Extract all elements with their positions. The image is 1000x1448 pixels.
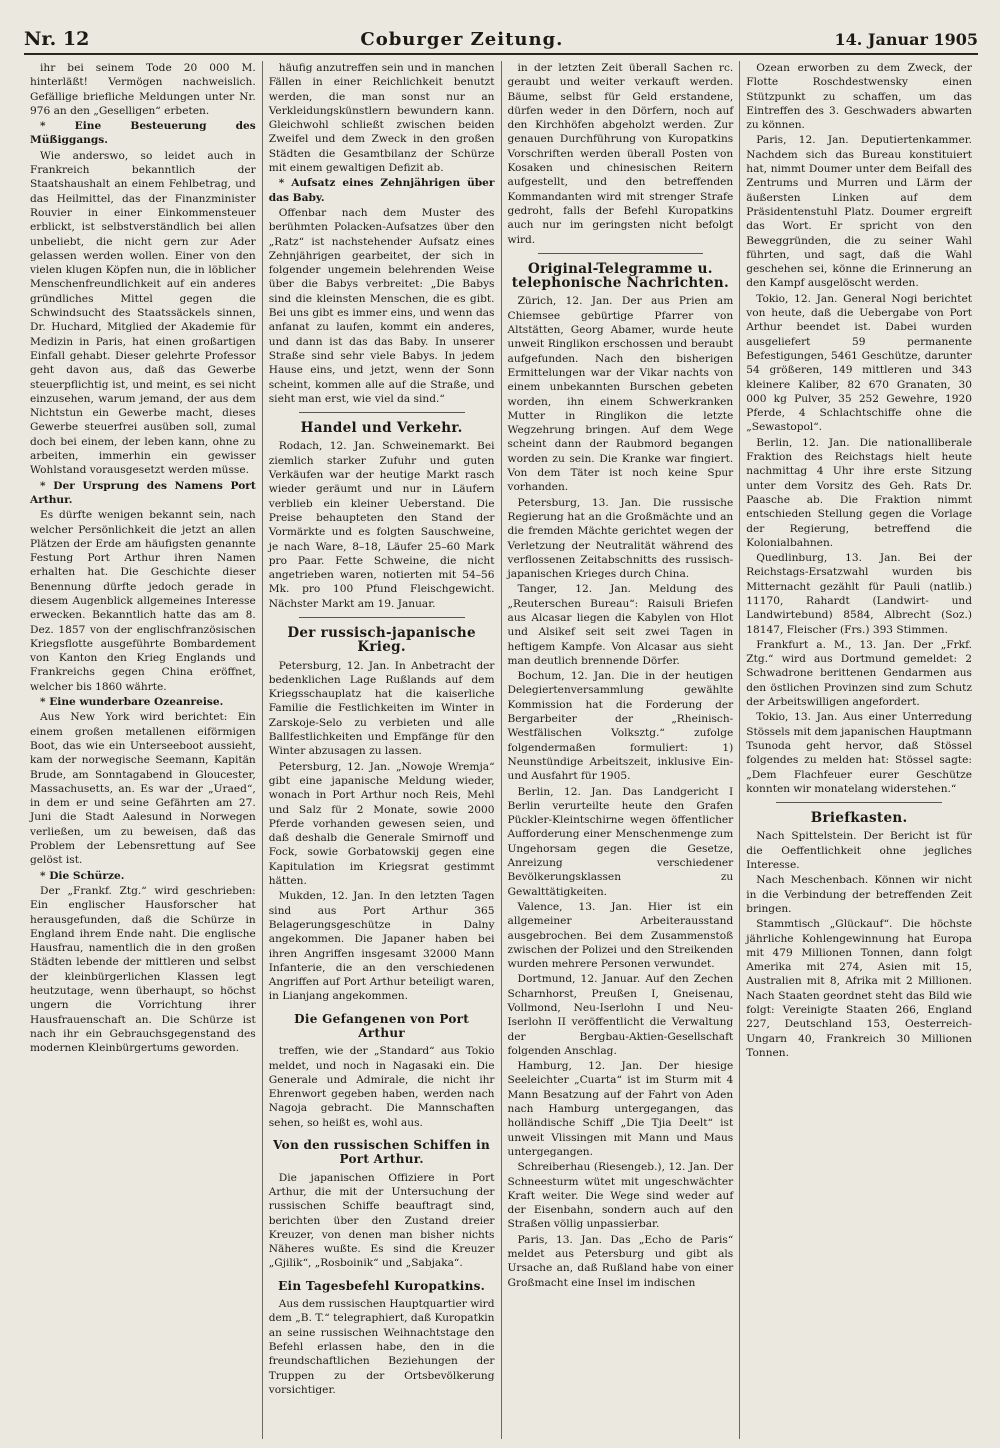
article-heading: * Eine wunderbare Ozeanreise. bbox=[40, 696, 224, 709]
article-text: Es dürfte wenigen bekannt sein, nach welcher Persönlichkeit die jetzt an allen Plätzen der Erde am häufigsten genannte Festung Port Arthur ihren Namen erhalten hat. Die Geschichte dieser Benennung dürfte jedoch gerade in diesem Augenblick allgemeines Interesse erwecken. Bekanntlich hatte das am 8. Dez. 1857 von der englischfranzösischen Kriegsflotte ausgeführte Bombardement von Kanton den Krieg Englands und Frankreichs gegen China eröffnet, welcher bis 1860 währte. bbox=[30, 509, 256, 693]
section-divider bbox=[776, 802, 942, 803]
article-text: Aus dem russischen Hauptquartier wird dem „B. T.“ telegraphiert, daß Kuropatkin an seine russischen Weihnachtstage den Befehl erlassen habe, den in die freundschaftlichen Beziehungen der Truppen zu der Ortsbevölkerung vorsichtiger. bbox=[268, 1298, 495, 1396]
article-text: Aus New York wird berichtet: Ein einem großen metallenen eiförmigen Boot, das wie ein Unterseeboot aussieht, kam der norwegische Seemann, Kapitän Brude, am Sonntagabend in Gloucester, Massachusetts, an. Es war der „Uraed“, in dem er und seine Gefährten am 27. Juni die Stadt Aalesund in Norwegen verließen, um zu beweisen, daß das Problem der Lebensrettung auf See gelöst ist. bbox=[30, 711, 256, 867]
article-text: Schreiberhau (Riesengeb.), 12. Jan. Der Schneesturm wütet mit ungeschwächter Kraft weiter. Die Wege sind weder auf der Eisenbahn, sondern auch auf den Straßen völlig unpassierbar. bbox=[507, 1161, 734, 1231]
article-text: Berlin, 12. Jan. Die nationalliberale Fraktion des Reichstags hielt heute nachmittag 4 Uhr ihre erste Sitzung unter dem Vorsitz des Geh. Rats Dr. Paasche ab. Die Fraktion nimmt entschieden Stellung gegen die Vorlage der Regierung, betreffend die Kolonialbahnen. bbox=[746, 436, 972, 549]
section-divider bbox=[299, 617, 465, 618]
article-text: in der letzten Zeit überall Sachen rc. geraubt und weiter verkauft werden. Bäume, selbst für Geld erstandene, dürfen weder in den Dörfern, noch auf den Kirchhöfen abgeholzt werden. Zur genauen Durchführung von Kuropatkins Vorschriften werden überall Posten von Kosaken und chinesischen Reitern aufgestellt, und den betreffenden Kommandanten wird mit strenger Strafe gedroht, falls der Befehl Kuropatkins auch nur im geringsten nicht befolgt wird. bbox=[507, 62, 734, 246]
article-text: ihr bei seinem Tode 20 000 M. hinterläßt! Vermögen nachweislich. Gefällige briefliche Meldungen unter Nr. 976 an den „Geselligen“ erbeten. bbox=[30, 62, 256, 117]
section-heading: Original-Telegramme u. telephonische Nachrichten. bbox=[511, 260, 729, 292]
article-text: Petersburg, 12. Jan. In Anbetracht der bedenklichen Lage Rußlands auf dem Kriegsschauplatz hat die kaiserliche Familie die Festlichkeiten im Winter in Zarskoje-Selo zu verbieten und alle Ballfestlichkeiten und Empfänge für den Winter abzusagen zu lassen. bbox=[268, 659, 495, 758]
article-text: Bochum, 12. Jan. Die in der heutigen Delegiertenversammlung gewählte Kommission hat die Forderung der Bergarbeiter der „Rheinisch-Westfälischen Volksztg.“ zufolge folgendermaßen formuliert: 1) Neunstündige Arbeitszeit, inklusive Ein- und Ausfahrt für 1905. bbox=[507, 670, 734, 783]
column-1 bbox=[24, 61, 263, 1439]
article-text: Frankfurt a. M., 13. Jan. Der „Frkf. Ztg.“ wird aus Dortmund gemeldet: 2 Schwadrone berittenen Gendarmen aus den östlichen Provinzen sind zum Schutz der Arbeitswilligen angefordert. bbox=[746, 638, 972, 709]
section-heading: Die Gefangenen von Port Arthur bbox=[294, 1011, 470, 1040]
article-text: Wie anderswo, so leidet auch in Frankreich bekanntlich der Staatshaushalt an einem Fehlbetrag, und das Heilmittel, das der Finanzminister Rouvier in einer Einkommensteuer erblickt, ist selbstverständlich bei allen unbeliebt, die nicht gern zur Ader gelassen werden wollen. Einer von den vielen klugen Köpfen nun, die in löblicher Menschenfreundlichkeit auf ein anderes gründliches Mittel gegen die Schwindsucht des Staatssäckels sinnen, Dr. Huchard, Mitglied der Akademie für Medizin in Paris, hat einen großartigen Einfall gehabt. Dieser gelehrte Professor geht davon aus, daß das Gewerbe steuerpflichtig ist, und meint, es sei nicht einzusehen, warum jemand, der aus dem Nichtstun ein Gewerbe macht, dieses Gewerbe steuerfrei ausüben soll, zumal doch bei einem, der leben kann, ohne zu arbeiten, immerhin ein gewisser Wohlstand vorausgesetzt werden müsse. bbox=[30, 149, 256, 477]
article-text: Tanger, 12. Jan. Meldung des „Reuterschen Bureau“: Raisuli Briefen aus Alcasar liegen die Kabylen von Hlot und Alsikef seit seit zwei Tagen in heftigem Kampfe. Von Alcasar aus sieht man deutlich brennende Dörfer. bbox=[507, 583, 734, 667]
article-heading: * Aufsatz eines Zehnjährigen über das Baby. bbox=[268, 177, 495, 204]
article-text: Valence, 13. Jan. Hier ist ein allgemeiner Arbeiterausstand ausgebrochen. Bei dem Zusammenstoß zwischen der Polizei und den Streikenden wurden mehrere Personen verwundet. bbox=[507, 900, 734, 971]
article-text: Stammtisch „Glückauf“. Die höchste jährliche Kohlengewinnung hat Europa mit 479 Millionen Tonnen, dann folgt Amerika mit 274, Asien mit 15, Australien mit 8, Afrika mit 2 Millionen. Nach Staaten geordnet steht das Bild wie folgt: Vereinigte Staaten 266, England 227, Deutschland 153, Oesterreich-Ungarn 40, Frankreich 30 Millionen Tonnen. bbox=[746, 918, 972, 1059]
article-heading: * Die Schürze. bbox=[40, 869, 125, 882]
article-text: Berlin, 12. Jan. Das Landgericht I Berlin verurteilte heute den Grafen Pückler-Kleintschirne wegen öffentlicher Aufforderung einer Menschenmenge zum Ungehorsam gegen die Gesetze, Anreizung verschiedener Bevölkerungsklassen zu Gewalttätigkeiten. bbox=[507, 785, 734, 898]
columns bbox=[24, 61, 978, 1439]
article-text: Hamburg, 12. Jan. Der hiesige Seeleichter „Cuarta“ ist im Sturm mit 4 Mann Besatzung auf der Fahrt von Aden nach Hamburg untergegangen, das holländische Schiff „Die Tjia Deelt“ ist unweit Vlissingen mit Mann und Maus untergegangen. bbox=[507, 1060, 734, 1158]
section-divider bbox=[299, 412, 465, 413]
article-text: Nach Meschenbach. Können wir nicht in die Verbindung der betreffenden Zeit bringen. bbox=[746, 874, 972, 915]
article-text: Dortmund, 12. Januar. Auf den Zechen Scharnhorst, Preußen I, Gneisenau, Vollmond, Neu-Iserlohn I und Neu-Iserlohn II veröffentlicht die Verwaltung der Bergbau-Aktien-Gesellschaft folgenden Anschlag. bbox=[507, 973, 734, 1057]
page-number: Nr. 12 bbox=[24, 28, 90, 50]
section-heading: Handel und Verkehr. bbox=[300, 420, 463, 437]
article-text: Zürich, 12. Jan. Der aus Prien am Chiemsee gebürtige Pfarrer von Altstätten, Georg Abamer, wurde heute unweit Ringlikon erschossen und beraubt aufgefunden. Nach den bisherigen Ermittelungen war der Vikar nachts von einem unbekannten Burschen gebeten worden, ihn einem Schwerkranken Mutter in Ringlikon die letzte Wegzehrung bringen. Auf dem Wege scheint dann der Raubmord begangen worden zu sein. Die Kranke war fingiert. Von dem Täter ist noch keine Spur vorhanden. bbox=[507, 295, 734, 494]
column-4 bbox=[740, 61, 978, 1439]
column-2 bbox=[263, 61, 502, 1439]
section-heading: Ein Tagesbefehl Kuropatkins. bbox=[278, 1278, 486, 1293]
article-text: Die japanischen Offiziere in Port Arthur, die mit der Untersuchung der russischen Schiffe beauftragt sind, berichten über den Zustand dreier Kreuzer, von denen man bisher nichts Näheres wußte. Es sind die Kreuzer „Gjilik“, „Rosboinik“ und „Sabjaka“. bbox=[268, 1171, 495, 1270]
article-text: Petersburg, 12. Jan. „Nowoje Wremja“ gibt eine japanische Meldung wieder, wonach in Port Arthur noch Reis, Mehl und Salz für 2 Monate, sowie 2000 Pferde vorhanden gewesen seien, und daß deshalb die Generale Smirnoff und Fock, sowie Gorbatowskij gegen eine Kapitulation im Kriegsrat gestimmt hätten. bbox=[268, 760, 495, 888]
article-text: Offenbar nach dem Muster des berühmten Polacken-Aufsatzes über den „Ratz“ ist nachstehender Aufsatz eines Zehnjährigen gearbeitet, der sich in folgender ungemein belehrenden Weise über die Babys verbreitet: „Die Babys sind die kleinsten Menschen, die es gibt. Bei uns gibt es immer eins, und wenn das anfanat zu laufen, kommt ein anderes, und dann ist das das Baby. In unserer Straße sind sehr viele Babys. In jedem Hause eins, und jetzt, wenn der Sonn scheint, kommen alle auf die Straße, und sieht man erst, wie viel da sind.“ bbox=[268, 206, 495, 405]
article-text: Quedlinburg, 13. Jan. Bei der Reichstags-Ersatzwahl wurden bis Mitternacht gezählt für Pauli (natlib.) 11170, Rahardt (Landwirt- und Landwirtebund) 8584, Albrecht (Soz.) 18147, Fleischer (Frs.) 393 Stimmen. bbox=[746, 552, 972, 636]
masthead bbox=[24, 28, 978, 55]
issue-date: 14. Januar 1905 bbox=[834, 30, 978, 49]
section-heading: Briefkasten. bbox=[810, 810, 908, 827]
article-text: Der „Frankf. Ztg.“ wird geschrieben: Ein englischer Hausforscher hat herausgefunden, daß die Schürze in England ihrem Ende naht. Die englische Hausfrau, namentlich die in den großen Städten lebende der mittleren und selbst der kleinbürgerlichen Klassen legt heutzutage, wenn überhaupt, so höchst ungern die Vorrichtung ihrer Hausfrauenschaft an. Die Schürze ist nach ihr ein Gebrauchsgegenstand des modernen Kleinbürgertums geworden. bbox=[30, 884, 256, 1055]
article-text: häufig anzutreffen sein und in manchen Fällen in einer Reichlichkeit benutzt werden, die man sonst nur an Verkleidungskünstlern bewundern kann. Gleichwohl schließt zwischen beiden Zweifel und dem Zweck in den großen Städten die Gesamtbilanz der Schürze mit einem gewaltigen Defizit ab. bbox=[268, 62, 495, 175]
article-text: treffen, wie der „Standard“ aus Tokio meldet, und noch in Nagasaki ein. Die Generale und Admirale, die nicht ihr Ehrenwort gegeben haben, werden nach Nagoja gebracht. Die Mannschaften sehen, so heißt es, wohl aus. bbox=[268, 1045, 495, 1129]
newspaper-title: Coburger Zeitung. bbox=[360, 29, 564, 50]
section-heading: Von den russischen Schiffen in Port Arthur. bbox=[273, 1138, 491, 1167]
section-heading: Der russisch-japanische Krieg. bbox=[287, 624, 476, 656]
article-text: Tokio, 12. Jan. General Nogi berichtet von heute, daß die Uebergabe von Port Arthur beendet ist. Dabei wurden ausgeliefert 59 permanente Befestigungen, 5461 Geschütze, darunter 54 größeren, 149 mittleren und 343 kleinere Kaliber, 82 670 Granaten, 30 000 kg Pulver, 35 252 Gewehre, 1920 Pferde, 4 Schlachtschiffe ohne die „Sewastopol“. bbox=[746, 292, 972, 434]
column-3 bbox=[502, 61, 741, 1439]
article-text: Paris, 12. Jan. Deputiertenkammer. Nachdem sich das Bureau konstituiert hat, nimmt Doumer unter dem Beifall des Zentrums und Murren und Lärm der äußersten Linken auf dem Präsidentenstuhl Platz. Doumer ergreift das Wort. Er spricht von den Beweggründen, die zu seiner Wahl führten, und sagt, daß die Wahl geschehen sei, könne die Erinnerung an den Kampf ausgelöscht werden. bbox=[746, 134, 972, 290]
article-text: Mukden, 12. Jan. In den letzten Tagen sind aus Port Arthur 365 Belagerungsgeschütze in Dalny angekommen. Die Japaner haben bei ihren Angriffen insgesamt 32000 Mann Infanterie, die an den verschiedenen Angriffen auf Port Arthur beteiligt waren, in Lianjang angekommen. bbox=[268, 890, 495, 1003]
section-divider bbox=[538, 253, 704, 254]
article-text: Petersburg, 13. Jan. Die russische Regierung hat an die Großmächte und an die fremden Mächte gerichtet wegen der Verletzung der Neutralität während des verflossenen Zeitabschnitts des russisch-japanischen Krieges durch China. bbox=[507, 496, 734, 581]
article-text: Paris, 13. Jan. Das „Echo de Paris“ meldet aus Petersburg und gibt als Ursache an, daß Rußland habe von einer Großmacht eine Insel im indischen bbox=[507, 1233, 734, 1289]
article-heading: * Der Ursprung des Namens Port Arthur. bbox=[30, 479, 256, 506]
article-text: Rodach, 12. Jan. Schweinemarkt. Bei ziemlich starker Zufuhr und guten Verkäufen war der heutige Markt rasch wieder geräumt und nur in Läufern verblieb ein kleiner Ueberstand. Die Preise behaupteten den Stand der Vormärkte und es folgten Sauschweine, je nach Ware, 8–18, Läufer 25–60 Mark pro Paar. Fette Schweine, die nicht angetrieben waren, notierten mit 54–56 Mk. pro 100 Pfund Fleischgewicht. Nächster Markt am 19. Januar. bbox=[268, 440, 495, 610]
article-text: Tokio, 13. Jan. Aus einer Unterredung Stössels mit dem japanischen Hauptmann Tsunoda geht hervor, daß Stössel folgendes zu melden hat: Stössel sagte: „Dem Flachfeuer eurer Geschütze konnten wir monatelang widerstehen.“ bbox=[746, 711, 972, 795]
article-heading: * Eine Besteuerung des Müßiggangs. bbox=[30, 120, 256, 147]
article-text: Nach Spittelstein. Der Bericht ist für die Oeffentlichkeit ohne jegliches Interesse. bbox=[746, 830, 972, 872]
article-text: Ozean erworben zu dem Zweck, der Flotte Roschdestwensky einen Stützpunkt zu schaffen, um das Eintreffen des 3. Geschwaders abwarten zu können. bbox=[746, 62, 972, 132]
